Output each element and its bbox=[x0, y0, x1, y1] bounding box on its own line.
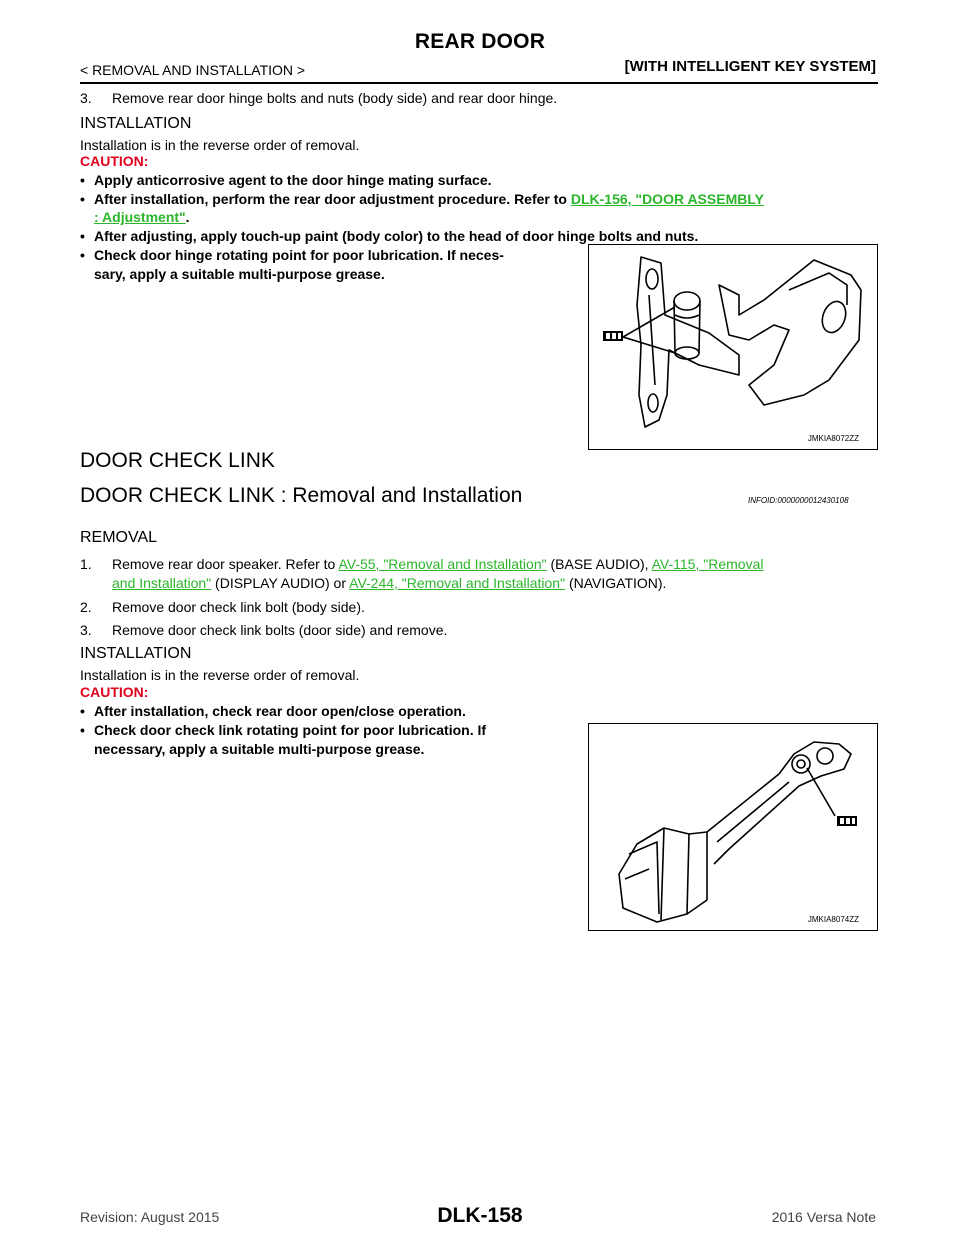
revision-date: Revision: August 2015 bbox=[80, 1209, 220, 1225]
door-hinge-illustration bbox=[589, 245, 877, 449]
hinge-figure-code: JMKIA8072ZZ bbox=[807, 434, 859, 443]
hinge-bullet-2-cont: : Adjustment". bbox=[94, 209, 190, 225]
hinge-step-3: 3. Remove rear door hinge bolts and nuts (body side) and rear door hinge. bbox=[80, 90, 558, 106]
check-link-installation-text: Installation is in the reverse order of removal. bbox=[80, 667, 360, 683]
grease-icon bbox=[837, 816, 857, 826]
check-link-installation-heading: INSTALLATION bbox=[80, 645, 192, 662]
dlk-156-link[interactable]: DLK-156, "DOOR ASSEMBLY bbox=[570, 191, 764, 207]
page-number: DLK-158 bbox=[437, 1204, 523, 1227]
check-link-step-1: 1. Remove rear door speaker. Refer to AV-55, "Removal and Installation" (BASE AUDIO), AV-115, "Removal bbox=[80, 556, 764, 572]
check-link-section-title: DOOR CHECK LINK bbox=[80, 449, 275, 472]
vehicle-model: 2016 Versa Note bbox=[771, 1209, 876, 1225]
header-divider bbox=[80, 82, 878, 84]
hinge-installation-heading: INSTALLATION bbox=[80, 115, 192, 132]
hinge-bullet-3: • After adjusting, apply touch-up paint (body color) to the head of door hinge bolts and nuts. bbox=[80, 228, 699, 244]
hinge-bullet-4: • Check door hinge rotating point for poor lubrication. If neces- bbox=[80, 247, 504, 263]
check-link-bullet-2: • Check door check link rotating point for poor lubrication. If bbox=[80, 722, 487, 738]
door-check-link-figure bbox=[588, 723, 878, 931]
door-check-link-illustration bbox=[589, 724, 877, 930]
hinge-installation-text: Installation is in the reverse order of removal. bbox=[80, 137, 360, 153]
check-link-step-1-cont: and Installation" (DISPLAY AUDIO) or AV-244, "Removal and Installation" (NAVIGATION). bbox=[112, 575, 667, 591]
av-115-link-cont[interactable]: and Installation" bbox=[112, 575, 212, 591]
check-link-step-2: 2. Remove door check link bolt (body side). bbox=[80, 599, 365, 615]
section-label: < REMOVAL AND INSTALLATION > bbox=[80, 62, 306, 78]
removal-heading: REMOVAL bbox=[80, 529, 158, 546]
check-link-subtitle: DOOR CHECK LINK : Removal and Installation bbox=[80, 484, 523, 507]
hinge-caution-label: CAUTION: bbox=[80, 153, 149, 169]
hinge-bullet-4-cont: sary, apply a suitable multi-purpose grease. bbox=[94, 266, 385, 282]
check-link-figure-code: JMKIA8074ZZ bbox=[807, 915, 859, 924]
check-link-bullet-1: • After installation, check rear door open/close operation. bbox=[80, 703, 466, 719]
door-hinge-figure bbox=[588, 244, 878, 450]
dlk-156-link-cont[interactable]: : Adjustment" bbox=[94, 209, 186, 225]
hinge-bullet-2: • After installation, perform the rear door adjustment procedure. Refer to DLK-156, "DOOR ASSEMBLY bbox=[80, 191, 764, 207]
check-link-caution-label: CAUTION: bbox=[80, 684, 149, 700]
check-link-bullet-2-cont: necessary, apply a suitable multi-purpose grease. bbox=[94, 741, 425, 757]
check-link-step-3: 3. Remove door check link bolts (door side) and remove. bbox=[80, 622, 448, 638]
info-id: INFOID:0000000012430108 bbox=[748, 496, 849, 505]
av-115-link[interactable]: AV-115, "Removal bbox=[651, 556, 764, 572]
av-244-link[interactable]: AV-244, "Removal and Installation" bbox=[349, 575, 566, 591]
hinge-bullet-1: • Apply anticorrosive agent to the door hinge mating surface. bbox=[80, 172, 492, 188]
grease-icon bbox=[603, 331, 623, 341]
av-55-link[interactable]: AV-55, "Removal and Installation" bbox=[338, 556, 547, 572]
system-label: [WITH INTELLIGENT KEY SYSTEM] bbox=[624, 58, 876, 75]
page-title: REAR DOOR bbox=[414, 30, 546, 53]
